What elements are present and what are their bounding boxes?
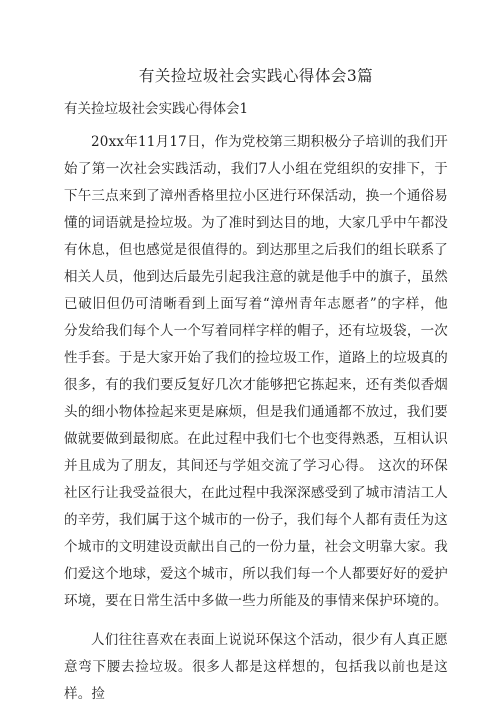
body-paragraph: 人们往往喜欢在表面上说说环保这个活动，很少有人真正愿意弯下腰去捡垃圾。很多人都是这样想的，包括我以前也是这样。捡 — [64, 632, 448, 702]
document-title: 有关捡垃圾社会实践心得体会3篇 — [138, 67, 374, 85]
body-paragraph: 20xx年11月17日，作为党校第三期积极分子培训的我们开始了第一次社会实践活动，我们7人小组在党组织的安排下，于下午三点来到了漳州香格里拉小区进行环保活动，换一个通俗易懂的词语就是捡垃圾。为了准时到达目的地，大家几乎中午都没有休息，但也感觉是很值得的。到达那里之后我们的组长联系了相关人员，他到达后最先引起我注意的就是他手中的旗子，虽然已破旧但仍可清晰看到上面写着“漳州青年志愿者”的字样，他分发给我们每个人一个写着同样字样的帽子，还有垃圾袋，一次性手套。于是大家开始了我们的捡垃圾工作，道路上的垃圾真的很多，有的我们要反复好几次才能够把它拣起来，还有类似香烟头的细小物体捡起来更是麻烦，但是我们通通都不放过，我们要做就要做到最彻底。在此过程中我们七个也变得熟悉，互相认识并且成为了朋友，其间还与学姐交流了学习心得。 这次的环保社区行让我受益很大，在此过程中我深深感受到了城市清洁工人的辛劳，我们属于这个城市的一份子，我们每个人都有责任为这个城市的文明建设贡献出自己的一份力量，社会文明靠大家。我们爱这个地球，爱这个城市，所以我们每一个人都要好好的爱护环境，要在日常生活中多做一些力所能及的事情来保护环境的。 — [64, 134, 448, 609]
section-heading: 有关捡垃圾社会实践心得体会1 — [64, 101, 249, 117]
